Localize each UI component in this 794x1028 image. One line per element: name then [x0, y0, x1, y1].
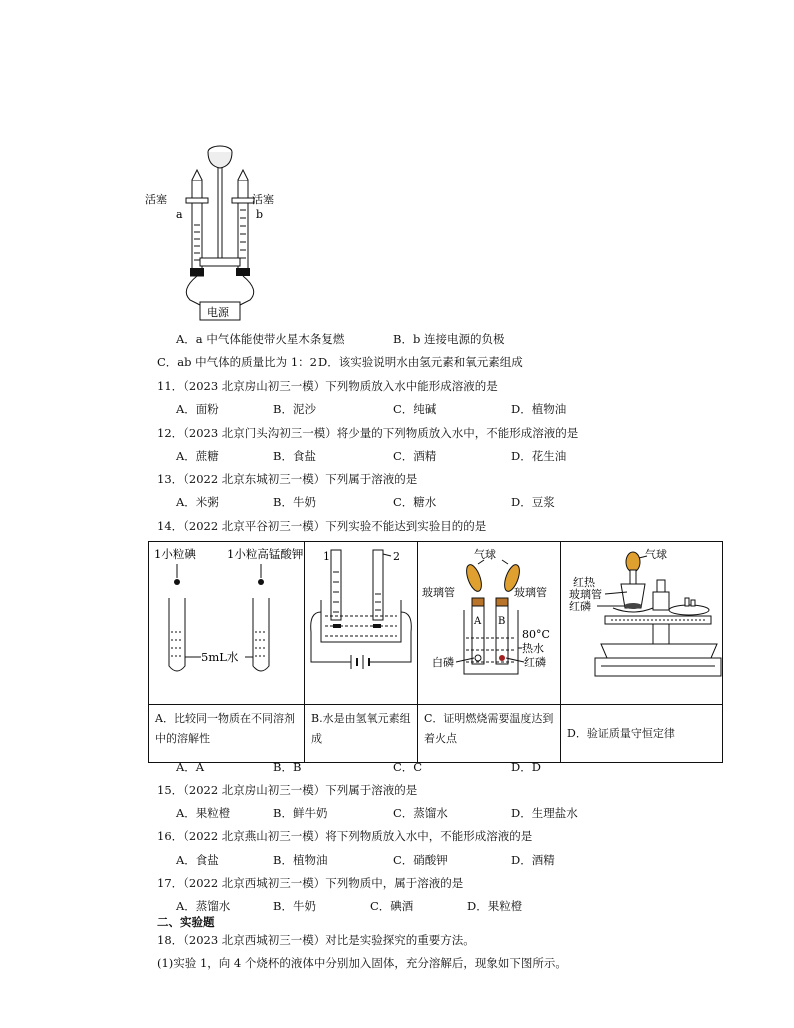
caption-c: C．证明燃烧需要温度达到着火点 [424, 712, 554, 745]
dissolution-test-tubes-figure [149, 542, 304, 700]
electrolysis-apparatus-figure [140, 140, 310, 325]
red-phosphorus-label: 红磷 [569, 600, 591, 613]
question-option: C．糖水 [393, 495, 437, 509]
question-option: C．纯碱 [393, 402, 437, 416]
q14-option-b: B．B [273, 760, 302, 774]
question-option: B．食盐 [273, 449, 316, 463]
caption-d: D．验证质量守恒定律 [567, 726, 675, 740]
question-option: C．碘酒 [370, 899, 414, 913]
tube-b-label: B [498, 616, 506, 627]
question-stem: 13．（2022 北京东城初三一模）下列属于溶液的是 [157, 472, 418, 486]
question-option: D．花生油 [511, 449, 567, 463]
tube-1-label: 1 [323, 550, 330, 563]
glass-tube-label: 玻璃管 [569, 588, 602, 601]
water-electrolysis-figure [305, 542, 417, 700]
q10-option-d: D．该实验说明水由氢元素和氧元素组成 [318, 355, 523, 369]
caption-cell-a [149, 705, 305, 763]
glass-tube-right-label: 玻璃管 [514, 586, 547, 599]
experiment-cell-b [305, 542, 418, 705]
experiment-cell-c [418, 542, 561, 705]
question-option: A．蔗糖 [176, 449, 219, 463]
q14-option-a: A．A [176, 760, 205, 774]
caption-a: A．比较同一物质在不同溶剂中的溶解性 [155, 712, 295, 745]
question-option: A．米粥 [176, 495, 219, 509]
tube-a-label: a [176, 208, 183, 221]
question-stem: 11．（2023 北京房山初三一模）下列物质放入水中能形成溶液的是 [157, 379, 498, 393]
temperature-label: 80°C [522, 628, 550, 641]
question-stem: 14．（2022 北京平谷初三一模）下列实验不能达到实验目的的是 [157, 519, 487, 533]
question-option: C．蒸馏水 [393, 806, 448, 820]
water-volume-label: 5mL水 [201, 650, 239, 664]
question-option: A．果粒橙 [176, 806, 231, 820]
question-option: A．蒸馏水 [176, 899, 231, 913]
question-option: B．鲜牛奶 [273, 806, 328, 820]
question-option: A．食盐 [176, 853, 219, 867]
section-title: 二、实验题 [157, 915, 215, 929]
q14-option-d: D．D [511, 760, 541, 774]
q10-option-b: B．b 连接电源的负极 [393, 332, 505, 346]
white-phosphorus-label: 白磷 [432, 656, 454, 669]
question-option: D．植物油 [511, 402, 567, 416]
red-hot-label: 红热 [573, 576, 595, 589]
red-phosphorus-label: 红磷 [524, 656, 546, 669]
kmno4-label: 1小粒高锰酸钾 [227, 547, 304, 561]
question-option: D．酒精 [511, 853, 555, 867]
q14-option-c: C．C [393, 760, 423, 774]
power-source-label: 电源 [207, 306, 229, 319]
q10-option-c: C．ab 中气体的质量比为 1：2 [157, 355, 317, 369]
stopcock-right-label: 活塞 [252, 193, 274, 206]
question-stem: 12．（2023 北京门头沟初三一模）将少量的下列物质放入水中，不能形成溶液的是 [157, 426, 579, 440]
combustion-conditions-figure [418, 542, 560, 700]
caption-cell-b [305, 705, 418, 763]
glass-tube-left-label: 玻璃管 [422, 586, 455, 599]
question-option: C．酒精 [393, 449, 437, 463]
question-stem: 16．（2022 北京燕山初三一模）将下列物质放入水中，不能形成溶液的是 [157, 829, 533, 843]
q14-experiment-table [148, 541, 723, 763]
iodine-label: 1小粒碘 [154, 547, 196, 561]
q10-option-a: A．a 中气体能使带火星木条复燃 [176, 332, 345, 346]
question-option: B．泥沙 [273, 402, 316, 416]
question-subpart: (1)实验 1，向 4 个烧杯的液体中分别加入固体，充分溶解后，现象如下图所示。 [157, 956, 567, 970]
question-option: D．果粒橙 [467, 899, 523, 913]
question-stem: 15．（2022 北京房山初三一模）下列属于溶液的是 [157, 783, 418, 797]
experiment-cell-d [561, 542, 723, 705]
caption-cell-d [561, 705, 723, 763]
experiment-cell-a [149, 542, 305, 705]
question-option: C．硝酸钾 [393, 853, 448, 867]
hot-water-label: 热水 [522, 642, 544, 655]
question-option: B．植物油 [273, 853, 328, 867]
question-stem: 17．（2022 北京西城初三一模）下列物质中，属于溶液的是 [157, 876, 464, 890]
caption-cell-c [418, 705, 561, 763]
question-option: D．豆浆 [511, 495, 555, 509]
stopcock-left-label: 活塞 [145, 193, 167, 206]
question-option: B．牛奶 [273, 899, 316, 913]
mass-conservation-balance-figure [561, 542, 722, 700]
question-option: B．牛奶 [273, 495, 316, 509]
tube-a-label: A [474, 616, 482, 627]
question-option: A．面粉 [176, 402, 219, 416]
question-stem: 18．（2023 北京西城初三一模）对比是实验探究的重要方法。 [157, 933, 475, 947]
caption-b: B.水是由氢氧元素组成 [311, 712, 411, 745]
tube-b-label: b [256, 208, 264, 221]
balloon-label: 气球 [645, 548, 667, 561]
question-option: D．生理盐水 [511, 806, 578, 820]
balloon-label: 气球 [474, 548, 496, 561]
tube-2-label: 2 [393, 550, 400, 563]
